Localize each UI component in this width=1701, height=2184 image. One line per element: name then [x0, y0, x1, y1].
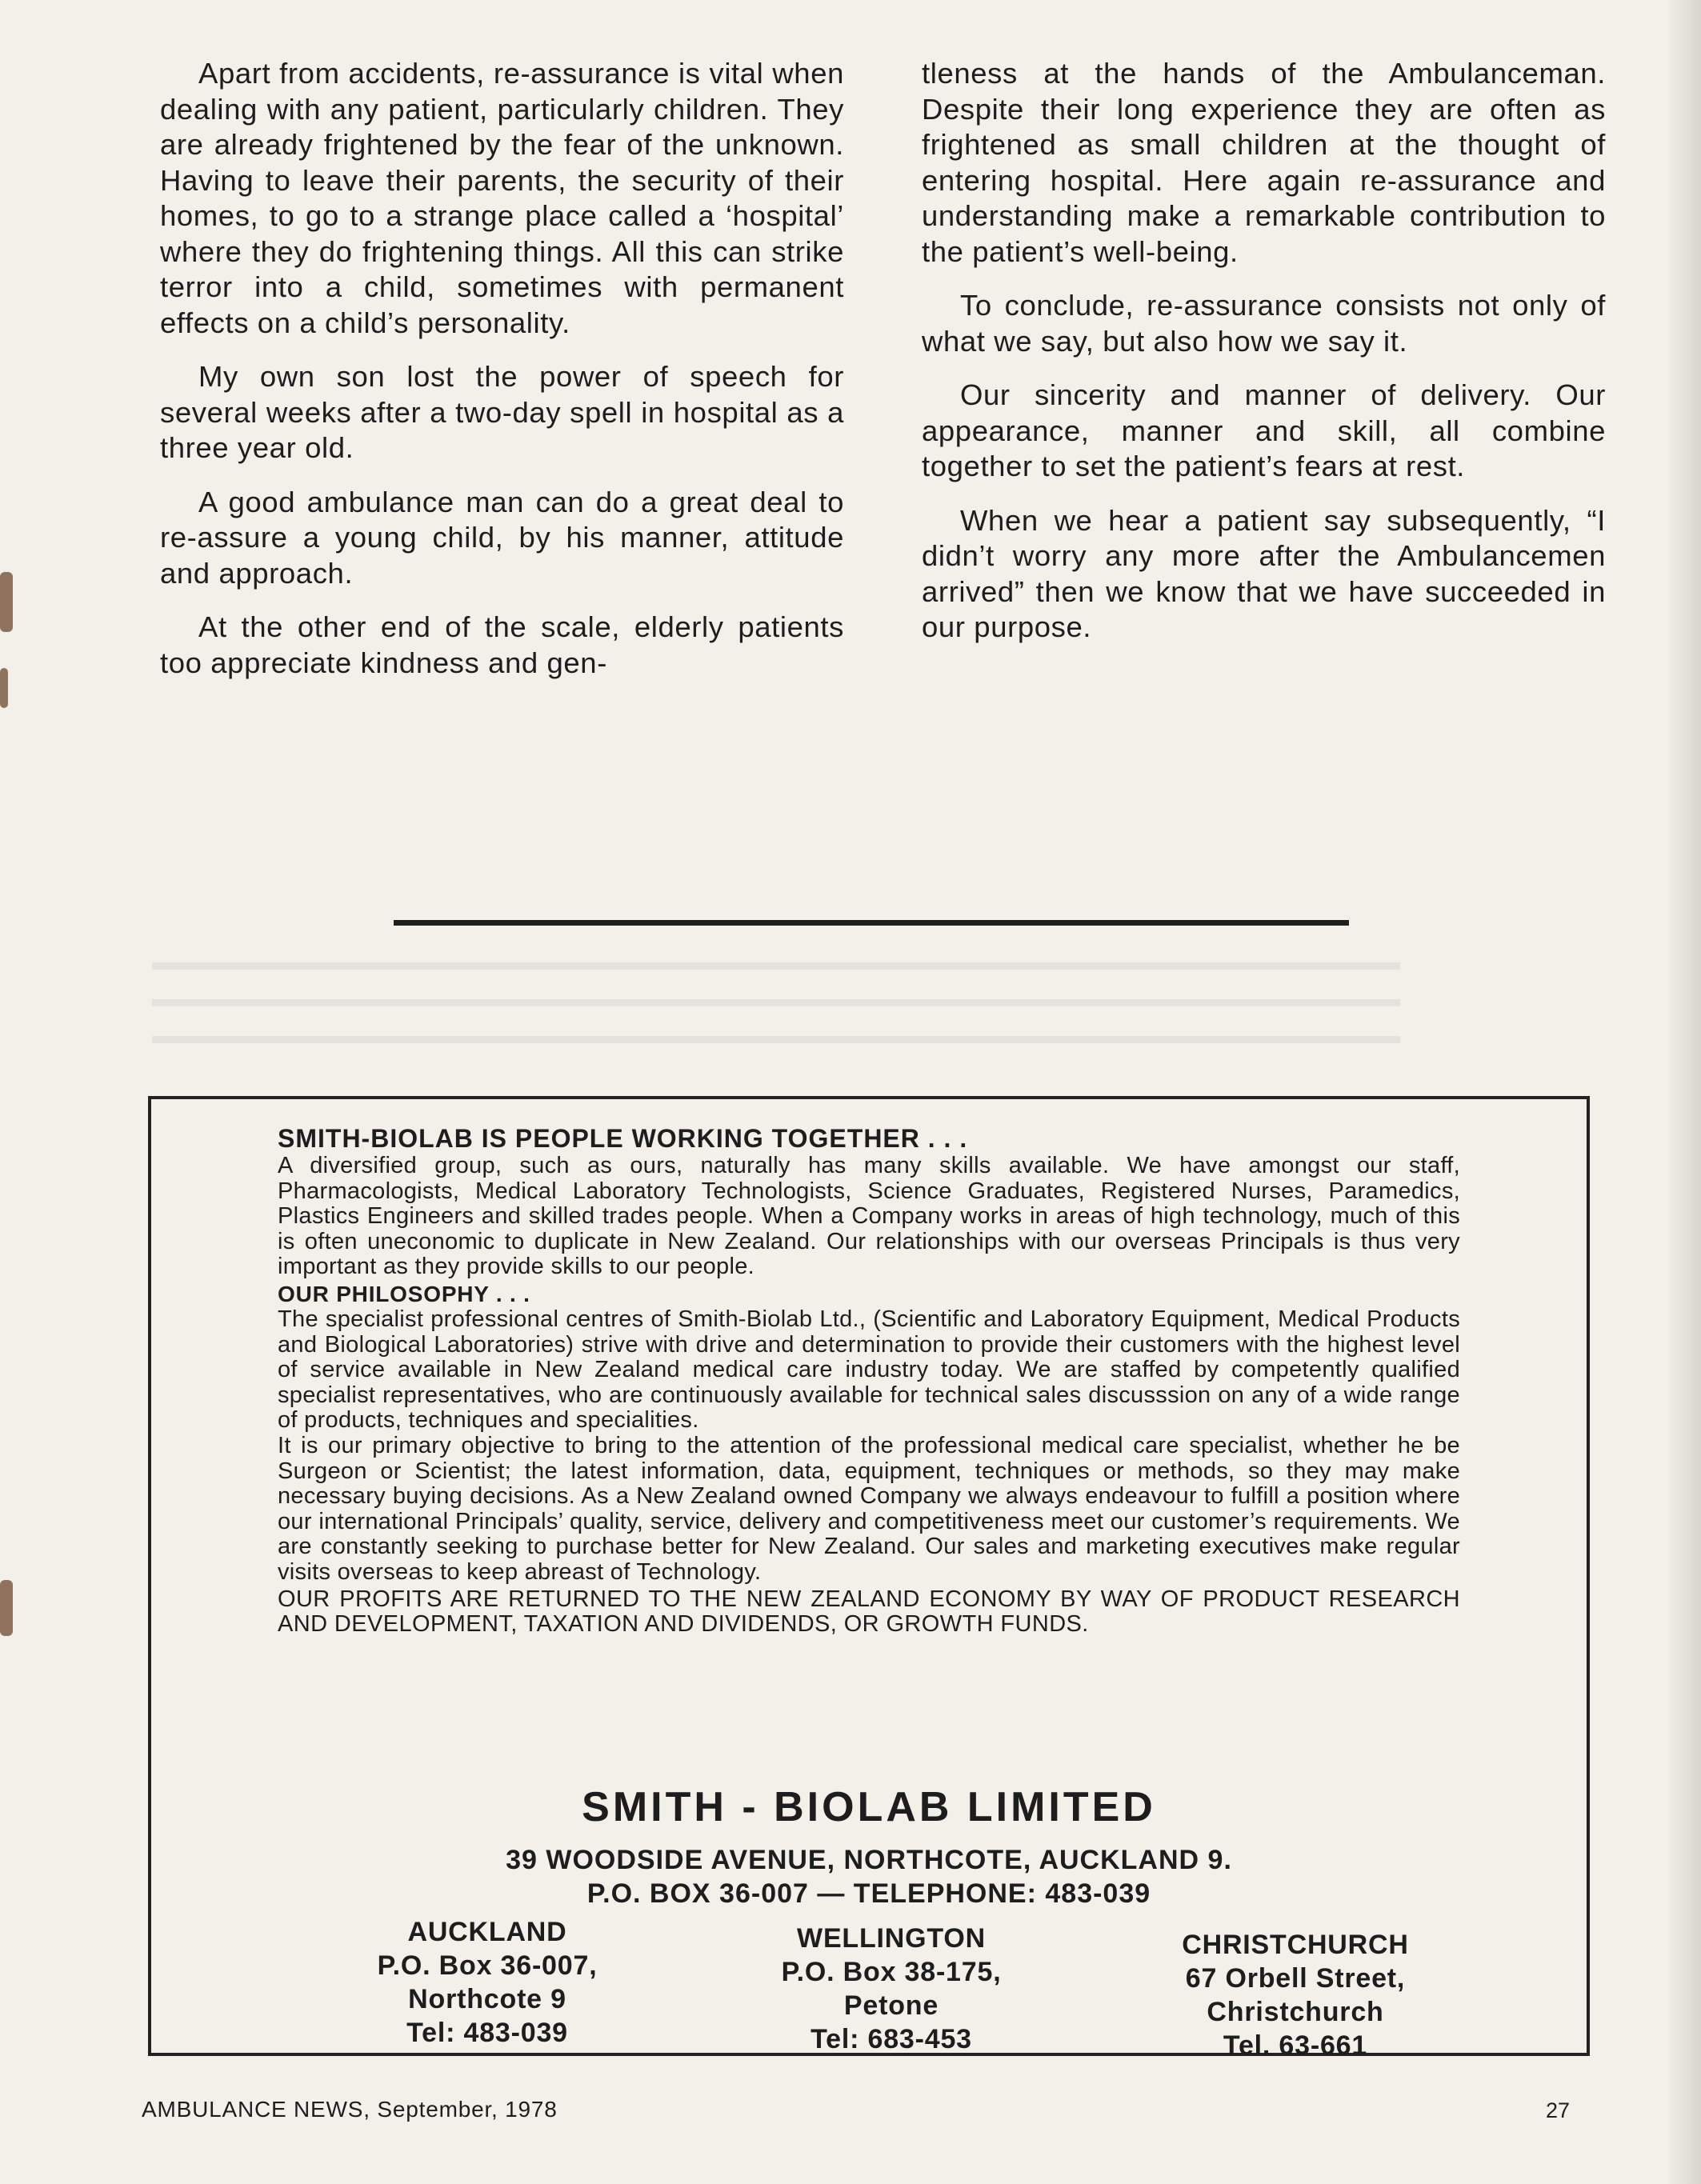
article-left-column [160, 56, 844, 699]
branch-line: 67 Orbell Street, [1185, 1963, 1406, 1994]
binding-stain [0, 572, 13, 632]
branch-line: Petone [843, 1990, 939, 2021]
branch-tel: Tel: 683-453 [810, 2024, 972, 2054]
article-paragraph: My own son lost the power of speech for several weeks after a two-day spell in hospital as a three year old. [160, 360, 844, 464]
company-name: SMITH - BIOLAB LIMITED [582, 1784, 1156, 1830]
company-address [151, 1843, 1587, 1910]
page-edge-shadow [1669, 0, 1701, 2184]
page-number: 27 [1546, 2098, 1571, 2122]
branch-auckland [343, 1915, 631, 2050]
bleed-through-texture: ▬▬▬▬▬▬▬▬▬▬▬▬▬▬▬▬▬▬▬▬▬▬▬▬▬▬▬▬▬▬▬▬▬▬▬▬▬▬▬▬▬▬▬▬▬▬▬▬▬▬▬▬ [152, 986, 1400, 1012]
article-right-column [922, 56, 1606, 664]
branch-line: P.O. Box 36-007, [377, 1950, 598, 1981]
branch-line: P.O. Box 38-175, [781, 1957, 1002, 1987]
branch-city: WELLINGTON [797, 1923, 986, 1954]
section-divider-rule [394, 920, 1349, 926]
binding-stain [0, 1580, 13, 1636]
branch-line: Christchurch [1207, 1997, 1384, 2027]
article-paragraph: tleness at the hands of the Ambulanceman. Despite their long experience they are often as frightened as small children at the thought of entering hospital. Here again re-assurance and understanding make a remarkable contribution to the patient’s well-being. [922, 57, 1606, 268]
article-paragraph: Our sincerity and manner of delivery. Our appearance, manner and skill, all combine together to set the patient’s fears at rest. [922, 378, 1606, 482]
smith-biolab-advert [148, 1096, 1590, 2061]
branch-tel: Tel. 63-661 [1223, 2030, 1368, 2061]
branch-christchurch [1143, 1928, 1447, 2062]
bleed-through-texture: ▬▬▬▬▬▬▬▬▬▬▬▬▬▬▬▬▬▬▬▬▬▬▬▬▬▬▬▬▬▬▬▬▬▬▬▬▬▬▬▬▬▬▬▬▬▬▬▬▬▬▬▬ [152, 949, 1400, 975]
branch-wellington [747, 1922, 1035, 2056]
profits-statement: OUR PROFITS ARE RETURNED TO THE NEW ZEALAND ECONOMY BY WAY OF PRODUCT RESEARCH AND DEVELOPMENT, TAXATION AND DIVIDENDS, OR GROWTH FUNDS. [278, 1586, 1460, 1638]
philosophy-heading: OUR PHILOSOPHY . . . [278, 1281, 530, 1306]
binding-stain [0, 668, 8, 708]
article-paragraph: When we hear a patient say subsequently, “I didn’t worry any more after the Ambulancemen arrived” then we know that we have succeeded in our purpose. [922, 503, 1606, 643]
bleed-through-texture: ▬▬▬▬▬▬▬▬▬▬▬▬▬▬▬▬▬▬▬▬▬▬▬▬▬▬▬▬▬▬▬▬▬▬▬▬▬▬▬▬▬▬▬▬▬▬▬▬▬▬▬▬ [152, 1022, 1400, 1049]
branch-tel: Tel: 483-039 [406, 2018, 568, 2048]
publication-footer: AMBULANCE NEWS, September, 1978 [142, 2097, 558, 2122]
philosophy-paragraph: It is our primary objective to bring to the attention of the professional medical care specialist, whether he be Surgeon or Scientist; the latest information, data, equipment, techniques or methods, so they may make necessary buying decisions. As a New Zealand owned Company we always endeavour to fulfill a position where our international Principals’ quality, service, delivery and competitiveness meet our customer’s requirements. We are constantly seeking to purchase better for New Zealand. Our sales and marketing executives make regular visits overseas to keep abreast of Technology. [278, 1432, 1460, 1585]
advert-headline: SMITH-BIOLAB IS PEOPLE WORKING TOGETHER . . . [278, 1124, 968, 1153]
article-paragraph: To conclude, re-assurance consists not only of what we say, but also how we say it. [922, 289, 1606, 358]
branch-line: Northcote 9 [408, 1984, 566, 2014]
po-phone-line: P.O. BOX 36-007 — TELEPHONE: 483-039 [586, 1878, 1151, 1909]
article-paragraph: A good ambulance man can do a great deal to re-assure a young child, by his manner, attitude and approach. [160, 485, 844, 590]
branch-city: AUCKLAND [407, 1917, 567, 1947]
branch-city: CHRISTCHURCH [1182, 1930, 1409, 1960]
article-paragraph: Apart from accidents, re-assurance is vital when dealing with any patient, particularly children. They are already frightened by the fear of the unknown. Having to leave their parents, the security of their homes, to go to a strange place called a ‘hospital’ where they do frightening things. All this can strike terror into a child, sometimes with permanent effects on a child’s personality. [160, 57, 844, 339]
philosophy-paragraph: The specialist professional centres of Smith-Biolab Ltd., (Scientific and Laboratory Equipment, Medical Products and Biological Laboratories) strive with drive and determination to provide their customers with the highest level of service available in New Zealand medical care industry today. We are staffed by competently qualified specialist representatives, who are continuously available for technical sales discusssion on any of a wide range of products, techniques and specialities. [278, 1306, 1460, 1434]
address-line: 39 WOODSIDE AVENUE, NORTHCOTE, AUCKLAND 9. [506, 1845, 1232, 1875]
article-paragraph: At the other end of the scale, elderly patients too appreciate kindness and gen- [160, 610, 844, 679]
advert-intro: A diversified group, such as ours, naturally has many skills available. We have amongst our staff, Pharmacologists, Medical Laboratory Technologists, Science Graduates, Registered Nurses, Paramedics, Plastics Engineers and skilled trades people. When a Company works in areas of high technology, much of this is often uneconomic to duplicate in New Zealand. Our relationships with our overseas Principals is thus very important as they provide skills to our people. [278, 1153, 1460, 1280]
advert-body [278, 1123, 1460, 1638]
